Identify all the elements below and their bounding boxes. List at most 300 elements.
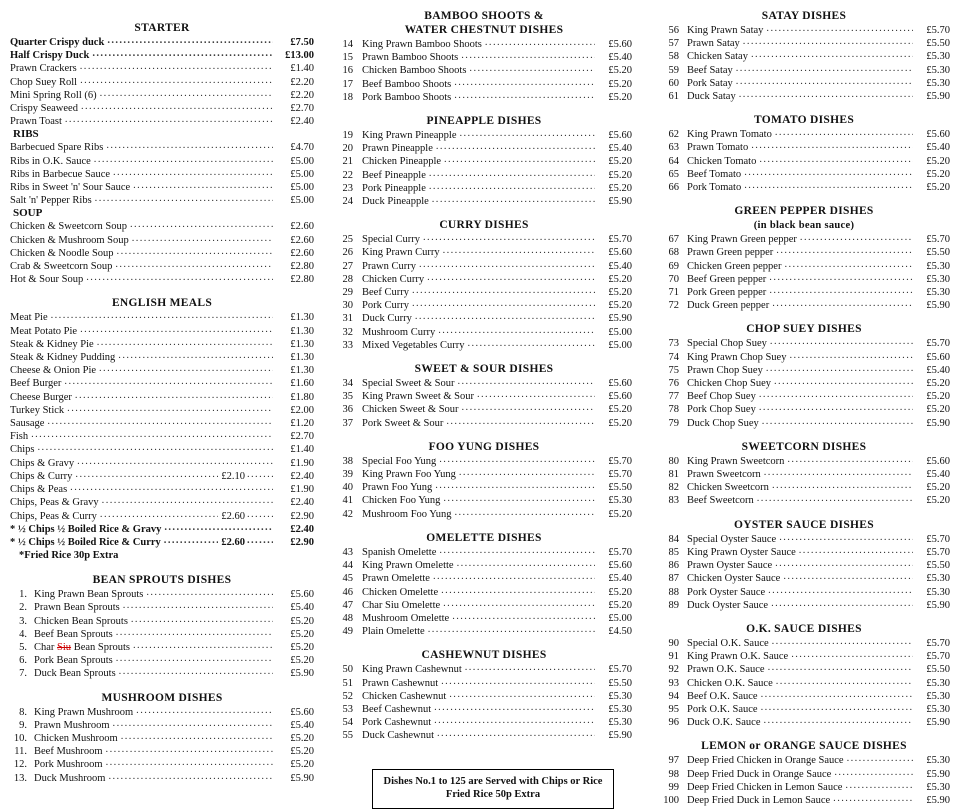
dot-leader — [121, 730, 273, 743]
menu-item-name: Chicken Omelette — [362, 586, 439, 598]
menu-item-price: £5.20 — [926, 482, 950, 494]
menu-item-name: Half Crispy Duck — [10, 50, 90, 62]
menu-item-number: 25 — [342, 234, 353, 246]
dot-leader — [100, 87, 273, 100]
menu-item-name: Prawn Crackers — [10, 63, 77, 75]
menu-item-number: 14 — [342, 39, 353, 50]
menu-item-name: King Prawn Sweetcorn — [687, 455, 785, 467]
menu-item-row — [336, 91, 632, 104]
section-spacer — [658, 194, 950, 205]
menu-item-number: 2. — [19, 602, 27, 614]
menu-item-number: 61 — [668, 91, 679, 103]
menu-item-name: Beef Sweetcorn — [687, 495, 754, 507]
dot-leader — [116, 626, 273, 639]
menu-item-number: 72 — [668, 300, 679, 312]
menu-item-price: £5.30 — [926, 586, 950, 598]
menu-item-number: 63 — [668, 142, 679, 154]
menu-item-price: £5.70 — [926, 338, 950, 350]
menu-item-number: 29 — [342, 287, 353, 299]
menu-item-number: 99 — [668, 781, 679, 793]
menu-item-row — [658, 181, 950, 194]
dot-leader — [31, 428, 273, 441]
menu-item-number: 47 — [342, 599, 353, 611]
menu-item-price: £1.40 — [290, 63, 314, 75]
menu-item-price: £5.40 — [926, 469, 950, 481]
menu-item-row — [336, 339, 632, 352]
menu-item-price: £2.40 — [290, 523, 314, 535]
menu-item-name: Barbecued Spare Ribs — [10, 142, 104, 154]
section-spacer — [658, 312, 950, 323]
dot-leader — [775, 126, 913, 139]
menu-item-name: Chicken Green pepper — [687, 260, 782, 272]
menu-item-price: £5.90 — [926, 794, 950, 806]
menu-item-number: 41 — [342, 495, 353, 507]
section-heading-curry-dishes: CURRY DISHES — [439, 219, 529, 232]
menu-item-row — [658, 417, 950, 430]
menu-item-number: 26 — [342, 247, 353, 259]
menu-item-price: £5.20 — [926, 168, 950, 180]
menu-item-name: Crispy Seaweed — [10, 103, 78, 115]
menu-item-name: Steak & Kidney Pie — [10, 338, 94, 350]
section-items-ribs — [10, 141, 314, 207]
menu-item-price: £1.30 — [290, 338, 314, 350]
menu-item-number: 91 — [668, 651, 679, 663]
menu-item-name: Duck Bean Sprouts — [34, 668, 116, 680]
menu-item-number: 66 — [668, 182, 679, 194]
menu-item-row — [10, 273, 314, 286]
menu-item-number: 17 — [342, 78, 353, 90]
section-spacer — [658, 103, 950, 114]
menu-item-name: Duck Pineapple — [362, 196, 429, 208]
menu-item-number: 86 — [668, 560, 679, 572]
dot-leader — [772, 297, 913, 310]
section-heading-chop-suey-dishes: CHOP SUEY DISHES — [746, 323, 862, 336]
menu-item-name: Chicken Bamboo Shoots — [362, 65, 467, 77]
menu-item-number: 38 — [342, 455, 353, 467]
dot-leader — [462, 401, 595, 414]
dot-leader — [776, 244, 913, 257]
menu-item-number: 9. — [19, 719, 27, 731]
menu-item-number: 52 — [342, 690, 353, 702]
menu-item-number: 68 — [668, 247, 679, 259]
menu-item-name: Duck Chop Suey — [687, 417, 759, 429]
menu-item-number: 53 — [342, 703, 353, 715]
menu-item-name: Duck Satay — [687, 91, 736, 103]
menu-item-price: £5.60 — [608, 130, 632, 142]
dot-leader — [751, 139, 913, 152]
section-heading-starter: STARTER — [134, 22, 190, 34]
menu-item-name: Chicken Cashewnut — [362, 690, 447, 702]
menu-item-number: 27 — [342, 260, 353, 272]
dot-leader — [106, 756, 273, 769]
menu-item-name: Beef Bean Sprouts — [34, 628, 113, 640]
menu-item-name: King Prawn Foo Yung — [362, 469, 456, 481]
menu-item-price: £5.60 — [290, 706, 314, 718]
menu-item-row — [336, 625, 632, 638]
menu-item-name: King Prawn Sweet & Sour — [362, 391, 474, 403]
spellcheck-flagged-word: Siu — [57, 641, 72, 653]
menu-item-name: Spanish Omelette — [362, 546, 437, 558]
menu-item-name: Pork Bean Sprouts — [34, 655, 113, 667]
dot-leader — [436, 140, 595, 153]
dot-leader — [467, 337, 595, 350]
dot-leader — [429, 180, 595, 193]
menu-item-price: £5.70 — [608, 469, 632, 481]
menu-item-number: 96 — [668, 717, 679, 729]
dot-leader — [769, 271, 913, 284]
menu-item-name: Beef Cashewnut — [362, 703, 432, 715]
dot-leader — [477, 388, 595, 401]
dot-leader — [115, 258, 273, 271]
menu-item-price: £5.60 — [290, 589, 314, 601]
menu-item-secondary-price: £2.60 — [221, 536, 245, 548]
section-heading-oyster-sauce-dishes: OYSTER SAUCE DISHES — [734, 518, 874, 531]
menu-item-name: Cheese Burger — [10, 391, 72, 403]
section-items-mushroom-dishes — [10, 706, 314, 785]
menu-item-price: £5.50 — [608, 677, 632, 689]
dot-leader — [772, 479, 913, 492]
section-heading-english-meals: ENGLISH MEALS — [111, 297, 213, 310]
menu-item-name: Chips & Gravy — [10, 457, 75, 469]
menu-item-price: £5.30 — [926, 77, 950, 89]
section-heading-ribs: RIBS — [13, 128, 39, 141]
menu-item-name: Chicken Chop Suey — [687, 378, 771, 390]
menu-item-number: 56 — [668, 25, 679, 36]
menu-item-price: £5.40 — [290, 719, 314, 731]
menu-item-price: £1.80 — [290, 391, 314, 403]
menu-item-name: Duck Curry — [362, 313, 412, 325]
dot-leader — [443, 597, 595, 610]
menu-item-name: Prawn Oyster Sauce — [687, 560, 773, 572]
section-items-omelette-dishes — [336, 546, 632, 638]
menu-item-price: £5.90 — [926, 91, 950, 103]
menu-item-price: £2.80 — [290, 261, 314, 273]
menu-item-price: £5.30 — [926, 64, 950, 76]
section-heading-sweet-and-sour-dishes: SWEET & SOUR DISHES — [414, 363, 554, 376]
dot-leader — [439, 453, 595, 466]
dot-leader — [454, 89, 595, 102]
menu-item-number: 90 — [668, 637, 679, 649]
menu-item-name: Prawn Chop Suey — [687, 364, 763, 376]
menu-item-price: £5.20 — [608, 508, 632, 520]
menu-item-row — [10, 194, 314, 207]
section-spacer — [10, 286, 314, 297]
menu-item-name: Beef Satay — [687, 64, 733, 76]
dot-leader — [443, 492, 595, 505]
menu-item-price: £5.60 — [926, 129, 950, 141]
menu-item-number: 84 — [668, 533, 679, 545]
menu-item-price: £5.00 — [290, 195, 314, 207]
dot-leader — [95, 192, 273, 205]
menu-item-number: 35 — [342, 391, 353, 403]
menu-item-row — [336, 729, 632, 742]
menu-item-name: King Prawn Satay — [687, 25, 764, 36]
menu-item-number: 78 — [668, 404, 679, 416]
menu-item-name: Special Foo Yung — [362, 455, 437, 467]
menu-item-price: £5.70 — [608, 664, 632, 676]
menu-item-name: King Prawn O.K. Sauce — [687, 651, 789, 663]
dot-leader — [764, 466, 913, 479]
menu-item-number: 1. — [19, 589, 27, 601]
section-spacer — [658, 612, 950, 623]
menu-item-price: £5.20 — [608, 273, 632, 285]
dot-leader — [736, 62, 913, 75]
dot-leader — [133, 179, 273, 192]
menu-item-price: £5.20 — [608, 169, 632, 181]
section-items-bean-sprouts-dishes — [10, 588, 314, 680]
menu-item-price: £5.30 — [926, 781, 950, 793]
menu-item-name: Cheese & Onion Pie — [10, 365, 97, 377]
menu-item-price: £4.70 — [290, 142, 314, 154]
menu-item-price: £2.60 — [290, 247, 314, 259]
menu-item-price: £5.30 — [926, 703, 950, 715]
menu-item-name: * ½ Chips ½ Boiled Rice & Gravy — [10, 523, 162, 535]
menu-item-number: 51 — [342, 677, 353, 689]
dot-leader — [460, 127, 596, 140]
menu-item-number: 92 — [668, 664, 679, 676]
menu-item-name: Steak & Kidney Pudding — [10, 352, 116, 364]
dot-leader — [106, 743, 273, 756]
section-spacer — [336, 430, 632, 441]
menu-item-number: 98 — [668, 768, 679, 780]
dot-leader — [744, 179, 913, 192]
menu-item-price: £5.00 — [608, 326, 632, 338]
dot-leader — [130, 218, 273, 231]
menu-item-price: £5.20 — [290, 759, 314, 771]
dot-leader — [779, 531, 913, 544]
menu-column-1 — [0, 0, 322, 784]
menu-item-price: £5.00 — [608, 339, 632, 351]
dot-leader — [768, 661, 913, 674]
menu-item-row — [336, 508, 632, 521]
menu-item-number: 11. — [14, 746, 27, 758]
menu-item-price: £5.00 — [290, 168, 314, 180]
menu-item-row — [658, 299, 950, 312]
menu-item-name: Quarter Crispy duck — [10, 37, 105, 48]
menu-item-price: £2.70 — [290, 431, 314, 443]
menu-item-name: King Prawn Oyster Sauce — [687, 546, 796, 558]
menu-item-name: Pork Bamboo Shoots — [362, 91, 452, 103]
serving-info-box — [372, 769, 614, 809]
dot-leader — [434, 701, 595, 714]
menu-item-name: Hot & Sour Soup — [10, 274, 84, 286]
dot-leader — [428, 623, 595, 636]
dot-leader — [94, 153, 273, 166]
menu-item-number: 74 — [668, 351, 679, 363]
dot-leader — [107, 34, 273, 47]
menu-item-price: £5.50 — [926, 38, 950, 50]
menu-item-number: 95 — [668, 703, 679, 715]
menu-item-name: Special Chop Suey — [687, 338, 767, 350]
dot-leader — [123, 599, 273, 612]
dot-leader — [736, 75, 913, 88]
menu-item-price: £5.40 — [608, 52, 632, 64]
menu-item-name: Ribs in Sweet 'n' Sour Sauce — [10, 182, 131, 194]
menu-item-price: £5.30 — [926, 573, 950, 585]
menu-item-number: 33 — [342, 339, 353, 351]
menu-item-price: £5.20 — [608, 91, 632, 103]
dot-leader — [164, 521, 273, 534]
menu-item-number: 49 — [342, 626, 353, 638]
menu-item-price: £5.90 — [290, 772, 314, 784]
menu-item-number: 7. — [19, 668, 27, 680]
menu-item-number: 60 — [668, 77, 679, 89]
dot-leader — [787, 453, 913, 466]
section-items-satay-dishes — [658, 24, 950, 103]
dot-leader — [102, 494, 273, 507]
menu-item-price: £2.40 — [290, 116, 314, 128]
menu-item-name: Pork O.K. Sauce — [687, 703, 758, 715]
menu-item-name: Chicken Tomato — [687, 155, 757, 167]
section-items-curry-dishes — [336, 233, 632, 352]
menu-item-price: £5.20 — [608, 287, 632, 299]
menu-item-name: Duck Cashewnut — [362, 730, 435, 742]
section-items-chop-suey-dishes — [658, 337, 950, 429]
dot-leader — [99, 362, 273, 375]
menu-item-price: £5.70 — [608, 234, 632, 246]
dot-leader — [133, 639, 273, 652]
menu-item-name: Chicken Sweet & Sour — [362, 404, 459, 416]
section-items-starter — [10, 36, 314, 128]
menu-item-row — [10, 667, 314, 680]
dot-leader-secondary — [247, 534, 273, 547]
menu-item-price: £5.70 — [608, 455, 632, 467]
section-heading-sweetcorn-dishes: SWEETCORN DISHES — [741, 440, 867, 453]
dot-leader — [412, 297, 595, 310]
menu-item-name: Prawn Cashewnut — [362, 677, 439, 689]
menu-item-number: 79 — [668, 417, 679, 429]
menu-item-name: King Prawn Chop Suey — [687, 351, 787, 363]
section-spacer — [10, 681, 314, 692]
menu-item-number: 81 — [668, 469, 679, 481]
menu-item-number: 93 — [668, 677, 679, 689]
dot-leader — [744, 166, 913, 179]
dot-leader — [751, 48, 913, 61]
menu-item-name: King Prawn Curry — [362, 247, 440, 259]
menu-item-price: £2.40 — [290, 497, 314, 509]
section-heading-green-pepper-dishes: GREEN PEPPER DISHES — [734, 205, 874, 218]
menu-item-number: 65 — [668, 168, 679, 180]
menu-item-price: £5.90 — [926, 717, 950, 729]
menu-item-name: Prawn Satay — [687, 38, 740, 50]
menu-item-number: 73 — [668, 338, 679, 350]
section-items-cashewnut-dishes — [336, 663, 632, 742]
menu-item-number: 71 — [668, 287, 679, 299]
menu-item-price: £5.90 — [608, 730, 632, 742]
dot-leader — [80, 60, 273, 73]
menu-item-name: Turkey Stick — [10, 404, 65, 416]
menu-item-name: King Prawn Green pepper — [687, 234, 797, 246]
menu-item-price: £2.70 — [290, 103, 314, 115]
dot-leader — [759, 401, 913, 414]
dot-leader — [454, 76, 595, 89]
dot-leader — [443, 244, 595, 257]
menu-item-number: 69 — [668, 260, 679, 272]
dot-leader — [757, 492, 913, 505]
menu-item-name: Beef O.K. Sauce — [687, 690, 758, 702]
menu-item-row — [336, 195, 632, 208]
dot-leader — [131, 613, 273, 626]
menu-item-name: Pork Tomato — [687, 182, 742, 194]
section-spacer — [336, 352, 632, 363]
section-items-oyster-sauce-dishes — [658, 533, 950, 612]
menu-item-number: 13. — [13, 772, 27, 784]
menu-item-name: Deep Fried Duck in Lemon Sauce — [687, 794, 831, 806]
section-subheading-green-pepper-dishes: (in black bean sauce) — [753, 220, 855, 232]
menu-item-row — [10, 772, 314, 785]
menu-item-price: £5.40 — [608, 573, 632, 585]
menu-item-row — [658, 90, 950, 103]
menu-item-number: 31 — [342, 313, 353, 325]
section-heading-bean-sprouts-dishes: BEAN SPROUTS DISHES — [92, 574, 232, 587]
dot-leader — [457, 375, 595, 388]
menu-item-number: 48 — [342, 612, 353, 624]
dot-leader — [800, 231, 913, 244]
menu-item-name: Chips, Peas & Gravy — [10, 497, 99, 509]
dot-leader — [461, 49, 595, 62]
menu-item-price: £5.20 — [290, 746, 314, 758]
menu-item-price: £5.20 — [926, 155, 950, 167]
menu-item-name: Crab & Sweetcorn Soup — [10, 261, 113, 273]
menu-item-name: Chicken & Sweetcorn Soup — [10, 221, 127, 233]
dot-leader — [444, 153, 595, 166]
dot-leader — [834, 766, 913, 779]
section-items-ok-sauce-dishes — [658, 637, 950, 729]
menu-item-price: £5.90 — [926, 768, 950, 780]
menu-item-name: Prawn Green pepper — [687, 247, 774, 259]
menu-item-name: King Prawn Bean Sprouts — [34, 589, 144, 601]
menu-item-name: King Prawn Bamboo Shoots — [362, 39, 482, 50]
menu-item-name: Meat Pie — [10, 312, 48, 324]
menu-item-price: £5.30 — [608, 495, 632, 507]
section-items-pineapple-dishes — [336, 129, 632, 208]
menu-item-name: Chicken Sweetcorn — [687, 482, 769, 494]
dot-leader — [847, 752, 913, 765]
section-spacer — [336, 208, 632, 219]
dot-leader — [70, 481, 273, 494]
menu-item-number: 42 — [342, 508, 353, 520]
menu-item-name: Beef Bamboo Shoots — [362, 78, 452, 90]
menu-item-number: 12. — [13, 759, 27, 771]
section-spacer — [658, 508, 950, 519]
section-spacer — [10, 563, 314, 574]
menu-item-name: Chicken Oyster Sauce — [687, 573, 781, 585]
menu-item-name: Prawn Curry — [362, 260, 416, 272]
menu-item-name: Meat Potato Pie — [10, 325, 78, 337]
dot-leader — [412, 284, 595, 297]
menu-item-price: £7.50 — [290, 37, 314, 48]
menu-item-price: £5.20 — [608, 417, 632, 429]
menu-item-price: £4.50 — [608, 626, 632, 638]
dot-leader — [435, 479, 595, 492]
dot-leader — [776, 675, 913, 688]
dot-leader — [64, 375, 273, 388]
menu-item-price: £5.20 — [926, 495, 950, 507]
dot-leader — [774, 375, 913, 388]
section-items-soup — [10, 220, 314, 286]
menu-item-number: 4. — [19, 628, 27, 640]
menu-item-name: Duck Green pepper — [687, 300, 770, 312]
menu-item-number: 70 — [668, 273, 679, 285]
menu-item-price: £1.30 — [290, 325, 314, 337]
dot-leader — [769, 284, 913, 297]
menu-item-name: Beef Burger — [10, 378, 62, 390]
menu-item-name: Prawn Mushroom — [34, 719, 110, 731]
menu-item-number: 3. — [19, 615, 27, 627]
menu-item-number: 50 — [342, 664, 353, 676]
dot-leader — [766, 362, 913, 375]
section-items-bamboo-shoots-dishes — [336, 38, 632, 104]
